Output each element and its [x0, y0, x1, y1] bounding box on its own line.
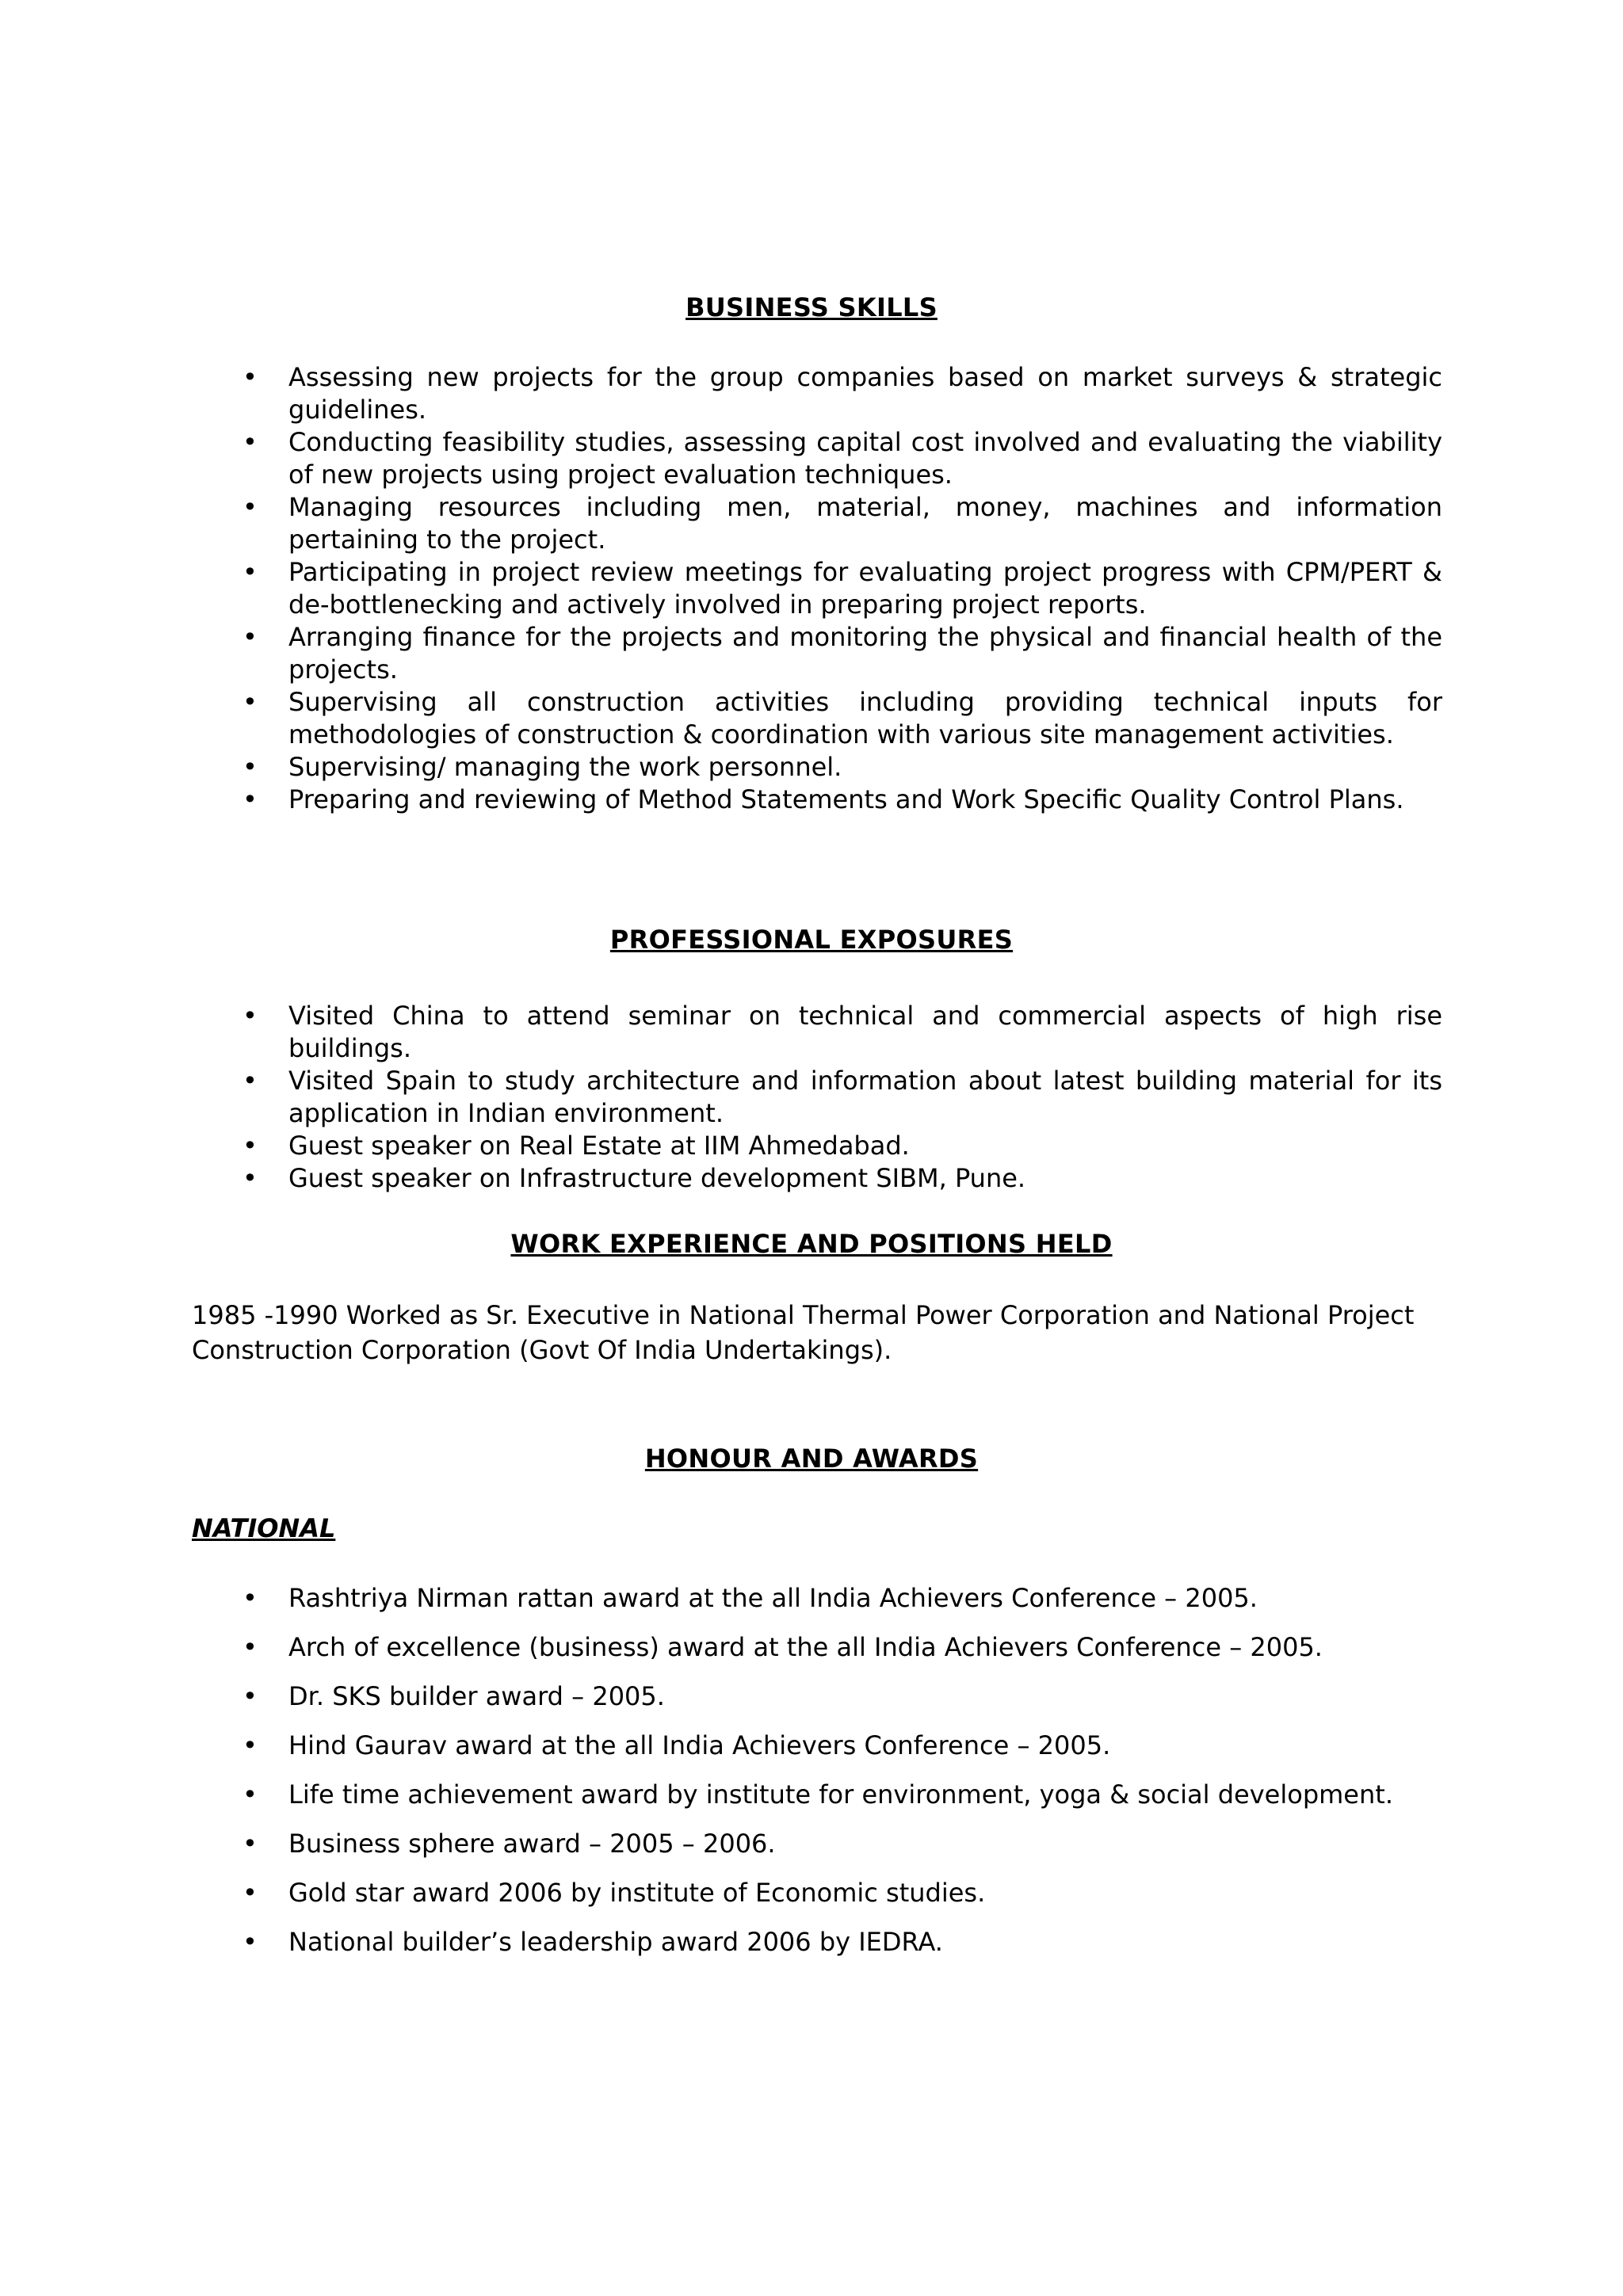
list-item: • Hind Gaurav award at the all India Achievers Conference – 2005. — [192, 1721, 1442, 1770]
list-item: • Arch of excellence (business) award at the all India Achievers Conference – 2005. — [192, 1623, 1442, 1672]
work-experience-heading: WORK EXPERIENCE AND POSITIONS HELD — [510, 1229, 1113, 1259]
bullet-icon: • — [242, 1927, 258, 1957]
bullet-icon: • — [242, 427, 258, 457]
list-item: • Life time achievement award by institute for environment, yoga & social development. — [192, 1770, 1442, 1819]
list-item: • Supervising all construction activities including providing technical inputs for methodologies of construction & coordination with various site management activities. — [242, 687, 1442, 749]
bullet-icon: • — [242, 1681, 258, 1711]
bullet-icon: • — [242, 784, 258, 814]
list-item: • Visited Spain to study architecture and information about latest building material for its application in Indian environment. — [242, 1066, 1442, 1128]
list-item: • Business sphere award – 2005 – 2006. — [192, 1819, 1442, 1868]
bullet-icon: • — [242, 1878, 258, 1908]
business-skills-heading: BUSINESS SKILLS — [685, 292, 938, 322]
bullet-icon: • — [242, 1779, 258, 1810]
list-item: • Gold star award 2006 by institute of Economic studies. — [192, 1868, 1442, 1917]
bullet-icon: • — [242, 1730, 258, 1760]
bullet-icon: • — [242, 362, 258, 392]
bullet-icon: • — [242, 687, 258, 717]
honours-heading: HONOUR AND AWARDS — [644, 1444, 979, 1474]
list-item: • Participating in project review meetings for evaluating project progress with CPM/PERT & de-bottlenecking and actively involved in preparing project reports. — [242, 557, 1442, 620]
list-item: • National builder’s leadership award 2006 by IEDRA. — [192, 1917, 1442, 1966]
list-item: • Guest speaker on Infrastructure development SIBM, Pune. — [242, 1163, 1026, 1193]
national-subheading: NATIONAL — [192, 1513, 336, 1543]
bullet-icon: • — [242, 1829, 258, 1859]
bullet-icon: • — [242, 1131, 258, 1161]
list-item: • Rashtriya Nirman rattan award at the all India Achievers Conference – 2005. — [192, 1573, 1442, 1623]
work-experience-text: 1985 -1990 Worked as Sr. Executive in National Thermal Power Corporation and National Project Construction Corporation (Govt Of India Undertakings). — [192, 1300, 1415, 1365]
bullet-icon: • — [242, 1066, 258, 1096]
bullet-icon: • — [242, 557, 258, 587]
bullet-icon: • — [242, 492, 258, 522]
professional-exposures-heading: PROFESSIONAL EXPOSURES — [609, 925, 1014, 955]
business-skills-list — [192, 361, 1442, 816]
list-item: • Arranging finance for the projects and monitoring the physical and financial health of the projects. — [242, 622, 1442, 685]
bullet-icon: • — [242, 1632, 258, 1662]
bullet-icon: • — [242, 622, 258, 652]
list-item: • Managing resources including men, material, money, machines and information pertaining to the project. — [242, 492, 1442, 555]
list-item: • Guest speaker on Real Estate at IIM Ahmedabad. — [242, 1131, 910, 1161]
list-item: • Preparing and reviewing of Method Statements and Work Specific Quality Control Plans. — [242, 784, 1404, 814]
bullet-icon: • — [242, 1163, 258, 1193]
awards-list — [192, 1573, 1442, 1966]
bullet-icon: • — [242, 1001, 258, 1031]
bullet-icon: • — [242, 752, 258, 782]
list-item: • Conducting feasibility studies, assessing capital cost involved and evaluating the viability of new projects using project evaluation techniques. — [242, 427, 1442, 490]
list-item: • Dr. SKS builder award – 2005. — [192, 1672, 1442, 1721]
list-item: • Visited China to attend seminar on technical and commercial aspects of high rise buildings. — [242, 1001, 1442, 1063]
list-item: • Assessing new projects for the group companies based on market surveys & strategic guidelines. — [242, 362, 1442, 425]
professional-exposures-list — [192, 1000, 1442, 1195]
list-item: • Supervising/ managing the work personnel. — [242, 752, 842, 782]
bullet-icon: • — [242, 1583, 258, 1613]
